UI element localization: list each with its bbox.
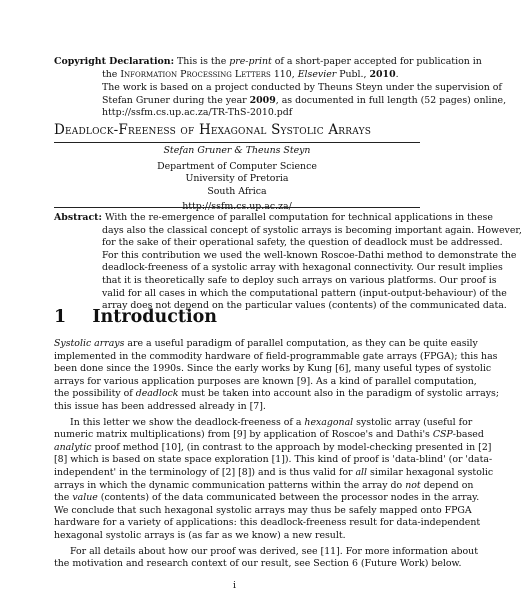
text-line: numeric matrix multiplications) from [9] by application of Roscoe's and Dathi's CSP-based (54, 429, 484, 441)
text-line: been done since the 1990s. Since the early works by Kung [6], many useful types of systolic (54, 363, 492, 375)
text-line: the value (contents) of the data communicated between the processor nodes in the array. (54, 492, 480, 504)
report-link[interactable]: http://ssfm.cs.up.ac.za/TR-ThS-2010.pdf (102, 107, 293, 119)
text-line: hexagonal systolic arrays is (as far as we know) a new result. (54, 529, 346, 541)
copyright-label: Copyright Declaration: (54, 56, 175, 67)
body-paragraph (54, 338, 500, 414)
text-line: independent' in the terminology of [2] [8]) and is thus valid for all similar hexagonal systolic (54, 466, 494, 478)
copyright-declaration: Copyright Declaration: This is the pre-print of a short-paper accepted for publication in the Information Processing Letters 110, Elsevier Publ., 2010. (54, 56, 482, 80)
author-block (54, 145, 420, 214)
text-line: arrays for various application purposes are known [9]. As a kind of parallel computation, (54, 375, 477, 387)
text-line: In this letter we show the deadlock-freeness of a hexagonal systolic array (useful for (70, 416, 473, 428)
body-paragraph (54, 545, 478, 571)
work-note: The work is based on a project conducted by Theuns Steyn under the supervision of Stefan Gruner during the year 2009, as documented in full length (52 pages) online, http://ssfm.cs.up.ac.za/TR-ThS-2010.pdf (102, 82, 507, 119)
text-line: analytic proof method [10], (in contrast to the approach by model-checking presented in [2] (54, 441, 492, 453)
department: Department of Computer Science (157, 160, 317, 172)
text-line: implemented in the commodity hardware of field-programmable gate arrays (FPGA); this has (54, 350, 498, 362)
text-line: the motivation and research context of our result, see Section 6 (Future Work) below. (54, 558, 462, 570)
abstract-label: Abstract: (54, 212, 102, 223)
text-line: [8] which is based on state space exploration [1]). This kind of proof is 'data-blind' (or 'data- (54, 454, 493, 466)
text-line: the possibility of deadlock must be taken into account also in the paradigm of systolic arrays; (54, 388, 500, 400)
abstract-rule (54, 207, 420, 208)
university: University of Pretoria (185, 173, 289, 185)
title-rule (54, 142, 420, 143)
abstract: Abstract: With the re-emergence of parallel computation for technical applications in these days also the classical concept of systolic arrays is becoming important again. However, for the sake of their operational safety, the question of deadlock must be addressed. For this contribution we used the well-known Roscoe-Dathi method to demonstrate the deadlock-freeness of a systolic array with hexagonal connectivity. Our result implies that it is theoretically safe to deploy such arrays on various platforms. Our proof is valid for all cases in which the computational pattern (input-output-behaviour) of the array does not depend on the particular values (contents) of the communicated data. (54, 212, 522, 312)
country: South Africa (207, 185, 267, 197)
section-number: 1 (54, 307, 67, 327)
page-number: i (233, 580, 236, 591)
text-line: For all details about how our proof was derived, see [11]. For more information about (70, 545, 478, 557)
section-title: Introduction (92, 307, 218, 327)
affiliation-link[interactable]: http://ssfm.cs.up.ac.za/ (182, 201, 292, 213)
body-paragraph (54, 416, 494, 543)
authors: Stefan Gruner & Theuns Steyn (163, 145, 311, 156)
text-line: arrays in which the dynamic communication patterns within the array do not depend on (54, 479, 474, 491)
section-heading (54, 307, 218, 327)
text-line: this issue has been addressed already in [7]. (54, 400, 266, 412)
body-text (54, 338, 500, 571)
paper-title: Deadlock-Freeness of Hexagonal Systolic Arrays (54, 122, 372, 138)
text-line: We conclude that such hexagonal systolic arrays may thus be safely mapped onto FPGA (54, 504, 472, 516)
text-line: hardware for a variety of applications: this deadlock-freeness result for data-independent (54, 517, 481, 529)
text-line: Systolic arrays are a useful paradigm of parallel computation, as they can be quite easily (54, 338, 478, 349)
